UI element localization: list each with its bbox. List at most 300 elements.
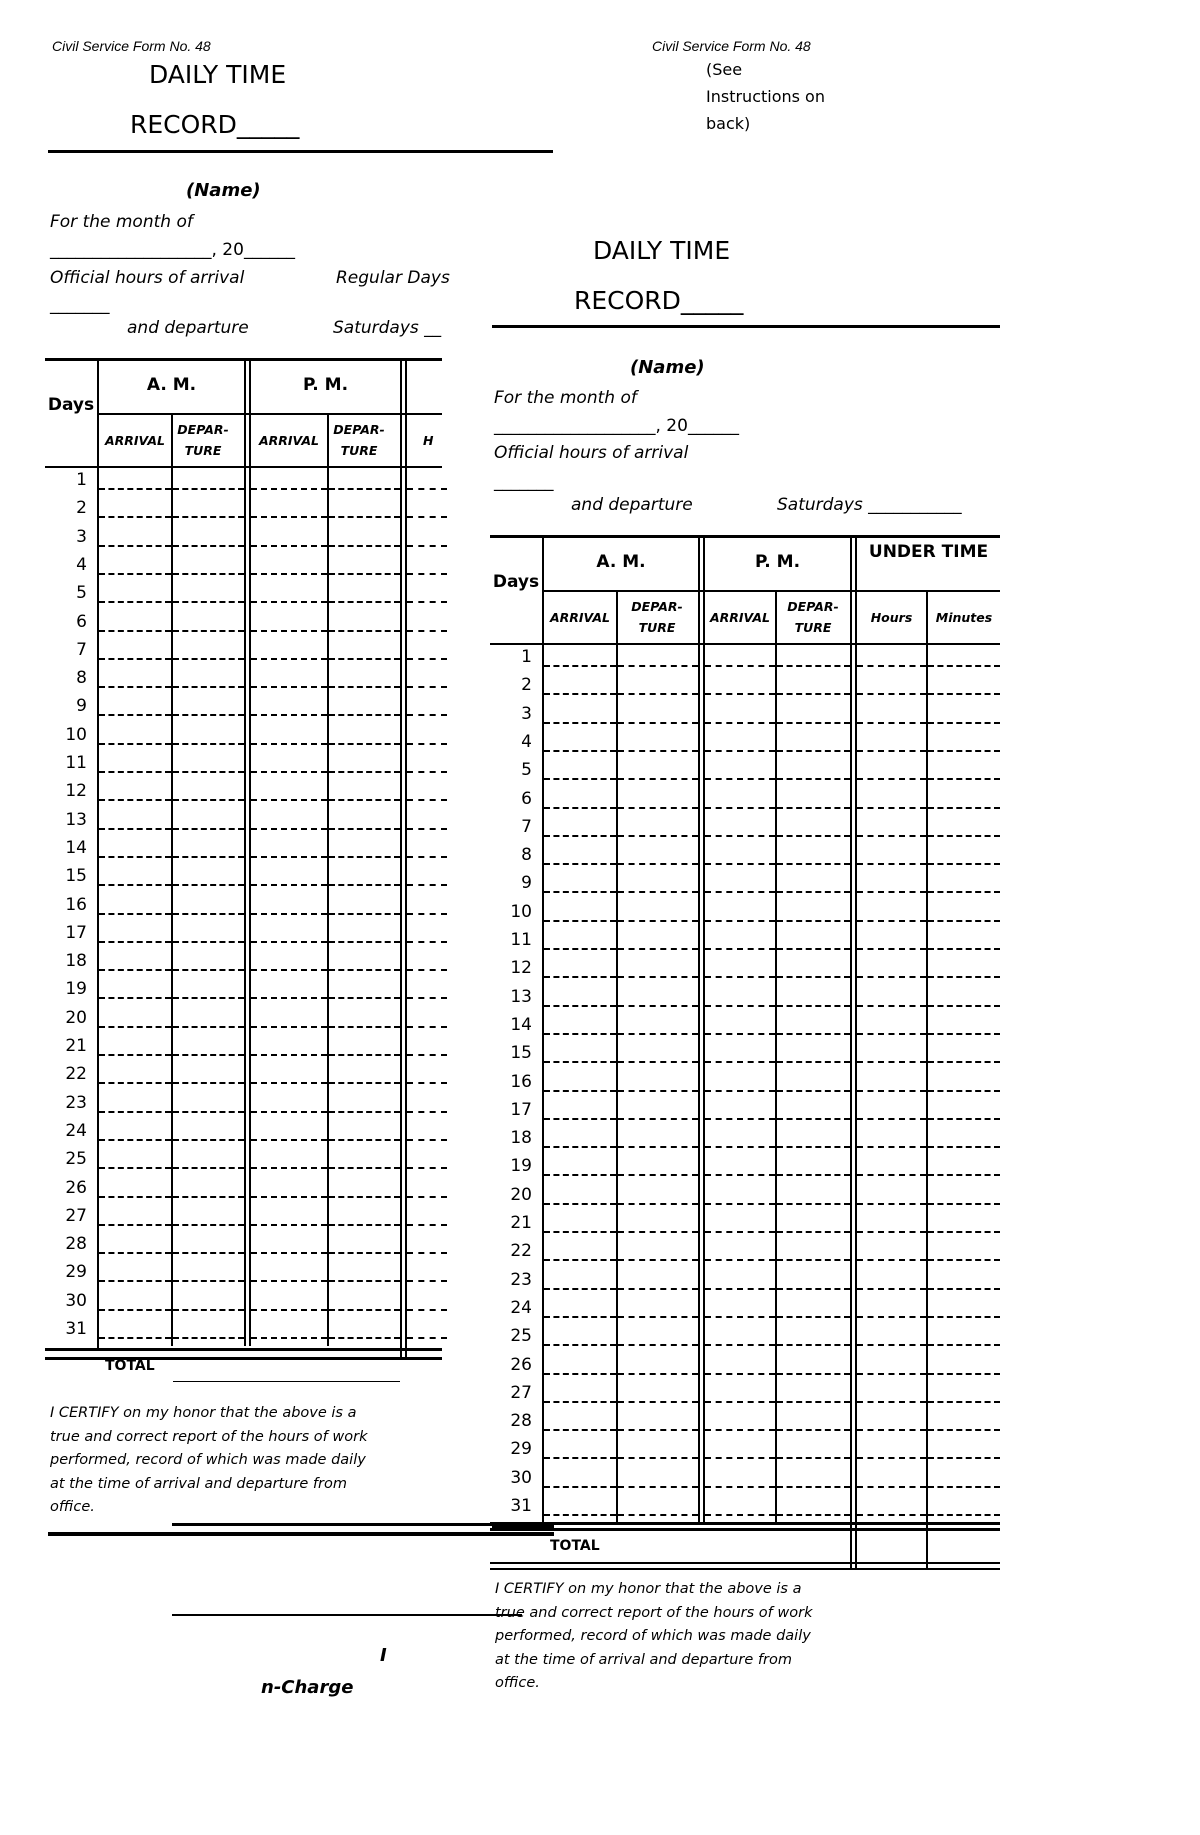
time-entry-line[interactable] [329, 1082, 400, 1084]
time-entry-line[interactable] [618, 1401, 698, 1403]
time-entry-line[interactable] [705, 976, 775, 978]
time-entry-line[interactable] [544, 1259, 616, 1261]
time-entry-line[interactable] [251, 913, 327, 915]
time-entry-line[interactable] [705, 920, 775, 922]
time-entry-line[interactable] [329, 1280, 400, 1282]
time-entry-line[interactable] [705, 1231, 775, 1233]
time-entry-line[interactable] [928, 1344, 1000, 1346]
time-entry-line[interactable] [407, 630, 447, 632]
time-entry-line[interactable] [928, 665, 1000, 667]
time-entry-line[interactable] [407, 545, 447, 547]
month-year-field-right[interactable]: ___________________, 20______ [494, 416, 739, 436]
time-entry-line[interactable] [544, 1401, 616, 1403]
time-entry-line[interactable] [618, 1259, 698, 1261]
time-entry-line[interactable] [173, 488, 244, 490]
time-entry-line[interactable] [928, 1033, 1000, 1035]
time-entry-line[interactable] [618, 1373, 698, 1375]
time-entry-line[interactable] [777, 1401, 850, 1403]
time-entry-line[interactable] [777, 1090, 850, 1092]
time-entry-line[interactable] [99, 714, 171, 716]
time-entry-line[interactable] [173, 658, 244, 660]
time-entry-line[interactable] [777, 1033, 850, 1035]
time-entry-line[interactable] [173, 856, 244, 858]
time-entry-line[interactable] [618, 1429, 698, 1431]
time-entry-line[interactable] [407, 1026, 447, 1028]
time-entry-line[interactable] [857, 1514, 926, 1516]
time-entry-line[interactable] [857, 1486, 926, 1488]
time-entry-line[interactable] [407, 1196, 447, 1198]
time-entry-line[interactable] [99, 1139, 171, 1141]
time-entry-line[interactable] [544, 665, 616, 667]
time-entry-line[interactable] [857, 948, 926, 950]
time-entry-line[interactable] [544, 1231, 616, 1233]
time-entry-line[interactable] [173, 1139, 244, 1141]
time-entry-line[interactable] [407, 488, 447, 490]
time-entry-line[interactable] [544, 1316, 616, 1318]
time-entry-line[interactable] [407, 771, 447, 773]
time-entry-line[interactable] [99, 1111, 171, 1113]
time-entry-line[interactable] [251, 601, 327, 603]
time-entry-line[interactable] [173, 771, 244, 773]
time-entry-line[interactable] [857, 1005, 926, 1007]
time-entry-line[interactable] [329, 828, 400, 830]
time-entry-line[interactable] [857, 1429, 926, 1431]
time-entry-line[interactable] [705, 1373, 775, 1375]
time-entry-line[interactable] [777, 1514, 850, 1516]
time-entry-line[interactable] [618, 1118, 698, 1120]
time-entry-line[interactable] [928, 1486, 1000, 1488]
time-entry-line[interactable] [407, 1224, 447, 1226]
time-entry-line[interactable] [544, 835, 616, 837]
time-entry-line[interactable] [173, 997, 244, 999]
time-entry-line[interactable] [777, 1288, 850, 1290]
time-entry-line[interactable] [777, 1373, 850, 1375]
time-entry-line[interactable] [251, 884, 327, 886]
time-entry-line[interactable] [857, 863, 926, 865]
time-entry-line[interactable] [544, 1344, 616, 1346]
time-entry-line[interactable] [99, 686, 171, 688]
time-entry-line[interactable] [928, 1061, 1000, 1063]
time-entry-line[interactable] [777, 1486, 850, 1488]
time-entry-line[interactable] [777, 1259, 850, 1261]
time-entry-line[interactable] [407, 828, 447, 830]
time-entry-line[interactable] [777, 1429, 850, 1431]
time-entry-line[interactable] [329, 545, 400, 547]
time-entry-line[interactable] [544, 1033, 616, 1035]
time-entry-line[interactable] [705, 1174, 775, 1176]
time-entry-line[interactable] [928, 1146, 1000, 1148]
time-entry-line[interactable] [857, 1288, 926, 1290]
time-entry-line[interactable] [705, 835, 775, 837]
time-entry-line[interactable] [705, 1259, 775, 1261]
time-entry-line[interactable] [544, 1288, 616, 1290]
time-entry-line[interactable] [407, 1337, 447, 1339]
time-entry-line[interactable] [251, 1196, 327, 1198]
time-entry-line[interactable] [857, 1033, 926, 1035]
time-entry-line[interactable] [928, 807, 1000, 809]
time-entry-line[interactable] [618, 1090, 698, 1092]
time-entry-line[interactable] [544, 1514, 616, 1516]
time-entry-line[interactable] [544, 1429, 616, 1431]
time-entry-line[interactable] [705, 1288, 775, 1290]
time-entry-line[interactable] [618, 1457, 698, 1459]
time-entry-line[interactable] [777, 1005, 850, 1007]
time-entry-line[interactable] [407, 516, 447, 518]
time-entry-line[interactable] [329, 488, 400, 490]
time-entry-line[interactable] [173, 573, 244, 575]
time-entry-line[interactable] [705, 665, 775, 667]
time-entry-line[interactable] [329, 1309, 400, 1311]
time-entry-line[interactable] [618, 1203, 698, 1205]
time-entry-line[interactable] [928, 863, 1000, 865]
time-entry-line[interactable] [618, 891, 698, 893]
time-entry-line[interactable] [544, 1061, 616, 1063]
time-entry-line[interactable] [928, 891, 1000, 893]
time-entry-line[interactable] [329, 573, 400, 575]
time-entry-line[interactable] [705, 1457, 775, 1459]
time-entry-line[interactable] [928, 778, 1000, 780]
time-entry-line[interactable] [329, 1252, 400, 1254]
time-entry-line[interactable] [329, 997, 400, 999]
time-entry-line[interactable] [857, 1457, 926, 1459]
time-entry-line[interactable] [329, 658, 400, 660]
time-entry-line[interactable] [99, 1082, 171, 1084]
time-entry-line[interactable] [618, 722, 698, 724]
time-entry-line[interactable] [329, 884, 400, 886]
time-entry-line[interactable] [928, 722, 1000, 724]
time-entry-line[interactable] [857, 1061, 926, 1063]
time-entry-line[interactable] [544, 778, 616, 780]
time-entry-line[interactable] [544, 1090, 616, 1092]
time-entry-line[interactable] [173, 828, 244, 830]
time-entry-line[interactable] [705, 1344, 775, 1346]
time-entry-line[interactable] [857, 1090, 926, 1092]
time-entry-line[interactable] [173, 1111, 244, 1113]
time-entry-line[interactable] [777, 693, 850, 695]
time-entry-line[interactable] [173, 1196, 244, 1198]
time-entry-line[interactable] [705, 1033, 775, 1035]
time-entry-line[interactable] [618, 1344, 698, 1346]
time-entry-line[interactable] [857, 1118, 926, 1120]
time-entry-line[interactable] [777, 863, 850, 865]
time-entry-line[interactable] [618, 948, 698, 950]
time-entry-line[interactable] [251, 771, 327, 773]
time-entry-line[interactable] [544, 1174, 616, 1176]
time-entry-line[interactable] [705, 1061, 775, 1063]
time-entry-line[interactable] [857, 693, 926, 695]
time-entry-line[interactable] [407, 799, 447, 801]
time-entry-line[interactable] [705, 693, 775, 695]
time-entry-line[interactable] [99, 1309, 171, 1311]
time-entry-line[interactable] [618, 835, 698, 837]
time-entry-line[interactable] [857, 665, 926, 667]
time-entry-line[interactable] [329, 516, 400, 518]
time-entry-line[interactable] [857, 920, 926, 922]
time-entry-line[interactable] [99, 1337, 171, 1339]
time-entry-line[interactable] [407, 573, 447, 575]
time-entry-line[interactable] [928, 1203, 1000, 1205]
time-entry-line[interactable] [173, 1082, 244, 1084]
time-entry-line[interactable] [544, 976, 616, 978]
time-entry-line[interactable] [173, 1224, 244, 1226]
time-entry-line[interactable] [857, 750, 926, 752]
time-entry-line[interactable] [251, 1224, 327, 1226]
time-entry-line[interactable] [857, 1316, 926, 1318]
time-entry-line[interactable] [173, 714, 244, 716]
time-entry-line[interactable] [251, 545, 327, 547]
time-entry-line[interactable] [544, 1203, 616, 1205]
time-entry-line[interactable] [705, 807, 775, 809]
time-entry-line[interactable] [99, 545, 171, 547]
time-entry-line[interactable] [857, 722, 926, 724]
time-entry-line[interactable] [99, 658, 171, 660]
time-entry-line[interactable] [857, 807, 926, 809]
time-entry-line[interactable] [544, 948, 616, 950]
time-entry-line[interactable] [705, 1401, 775, 1403]
time-entry-line[interactable] [251, 1054, 327, 1056]
time-entry-line[interactable] [99, 516, 171, 518]
time-entry-line[interactable] [173, 799, 244, 801]
time-entry-line[interactable] [544, 920, 616, 922]
time-entry-line[interactable] [857, 1203, 926, 1205]
time-entry-line[interactable] [618, 807, 698, 809]
time-entry-line[interactable] [251, 1252, 327, 1254]
time-entry-line[interactable] [777, 976, 850, 978]
time-entry-line[interactable] [928, 1401, 1000, 1403]
time-entry-line[interactable] [705, 891, 775, 893]
time-entry-line[interactable] [705, 1005, 775, 1007]
time-entry-line[interactable] [857, 1373, 926, 1375]
time-entry-line[interactable] [407, 1309, 447, 1311]
time-entry-line[interactable] [544, 863, 616, 865]
time-entry-line[interactable] [857, 976, 926, 978]
time-entry-line[interactable] [99, 601, 171, 603]
time-entry-line[interactable] [329, 743, 400, 745]
time-entry-line[interactable] [777, 1457, 850, 1459]
time-entry-line[interactable] [857, 891, 926, 893]
time-entry-line[interactable] [329, 1111, 400, 1113]
time-entry-line[interactable] [329, 1054, 400, 1056]
time-entry-line[interactable] [705, 722, 775, 724]
time-entry-line[interactable] [99, 856, 171, 858]
time-entry-line[interactable] [407, 1082, 447, 1084]
time-entry-line[interactable] [618, 863, 698, 865]
time-entry-line[interactable] [544, 1118, 616, 1120]
time-entry-line[interactable] [173, 601, 244, 603]
time-entry-line[interactable] [857, 835, 926, 837]
time-entry-line[interactable] [407, 1111, 447, 1113]
time-entry-line[interactable] [173, 1309, 244, 1311]
time-entry-line[interactable] [251, 1337, 327, 1339]
time-entry-line[interactable] [777, 1174, 850, 1176]
time-entry-line[interactable] [777, 891, 850, 893]
time-entry-line[interactable] [329, 856, 400, 858]
time-entry-line[interactable] [705, 1090, 775, 1092]
time-entry-line[interactable] [618, 1486, 698, 1488]
time-entry-line[interactable] [99, 884, 171, 886]
time-entry-line[interactable] [173, 743, 244, 745]
time-entry-line[interactable] [99, 1252, 171, 1254]
time-entry-line[interactable] [173, 1337, 244, 1339]
time-entry-line[interactable] [329, 941, 400, 943]
time-entry-line[interactable] [928, 948, 1000, 950]
time-entry-line[interactable] [544, 722, 616, 724]
time-entry-line[interactable] [618, 1146, 698, 1148]
time-entry-line[interactable] [99, 771, 171, 773]
time-entry-line[interactable] [251, 1082, 327, 1084]
time-entry-line[interactable] [407, 969, 447, 971]
time-entry-line[interactable] [928, 1288, 1000, 1290]
time-entry-line[interactable] [777, 1344, 850, 1346]
time-entry-line[interactable] [251, 828, 327, 830]
time-entry-line[interactable] [99, 913, 171, 915]
time-entry-line[interactable] [705, 948, 775, 950]
time-entry-line[interactable] [407, 743, 447, 745]
time-entry-line[interactable] [251, 686, 327, 688]
time-entry-line[interactable] [407, 1054, 447, 1056]
time-entry-line[interactable] [777, 1231, 850, 1233]
time-entry-line[interactable] [705, 1429, 775, 1431]
time-entry-line[interactable] [329, 714, 400, 716]
time-entry-line[interactable] [618, 1174, 698, 1176]
time-entry-line[interactable] [407, 1252, 447, 1254]
time-entry-line[interactable] [618, 1316, 698, 1318]
time-entry-line[interactable] [99, 1026, 171, 1028]
time-entry-line[interactable] [173, 1054, 244, 1056]
time-entry-line[interactable] [705, 863, 775, 865]
time-entry-line[interactable] [618, 1288, 698, 1290]
time-entry-line[interactable] [407, 884, 447, 886]
time-entry-line[interactable] [705, 1203, 775, 1205]
time-entry-line[interactable] [173, 686, 244, 688]
time-entry-line[interactable] [777, 835, 850, 837]
time-entry-line[interactable] [544, 693, 616, 695]
time-entry-line[interactable] [173, 545, 244, 547]
time-entry-line[interactable] [251, 743, 327, 745]
time-entry-line[interactable] [173, 884, 244, 886]
time-entry-line[interactable] [251, 799, 327, 801]
time-entry-line[interactable] [251, 1111, 327, 1113]
time-entry-line[interactable] [928, 1090, 1000, 1092]
time-entry-line[interactable] [251, 714, 327, 716]
time-entry-line[interactable] [857, 1231, 926, 1233]
time-entry-line[interactable] [407, 658, 447, 660]
time-entry-line[interactable] [777, 750, 850, 752]
time-entry-line[interactable] [407, 1139, 447, 1141]
time-entry-line[interactable] [251, 997, 327, 999]
time-entry-line[interactable] [928, 750, 1000, 752]
time-entry-line[interactable] [173, 1167, 244, 1169]
time-entry-line[interactable] [329, 799, 400, 801]
time-entry-line[interactable] [99, 1167, 171, 1169]
time-entry-line[interactable] [777, 722, 850, 724]
time-entry-line[interactable] [251, 630, 327, 632]
time-entry-line[interactable] [618, 665, 698, 667]
time-entry-line[interactable] [251, 658, 327, 660]
time-entry-line[interactable] [544, 750, 616, 752]
time-entry-line[interactable] [544, 1005, 616, 1007]
time-entry-line[interactable] [99, 1280, 171, 1282]
time-entry-line[interactable] [618, 976, 698, 978]
time-entry-line[interactable] [99, 799, 171, 801]
time-entry-line[interactable] [407, 1167, 447, 1169]
time-entry-line[interactable] [928, 1174, 1000, 1176]
time-entry-line[interactable] [777, 948, 850, 950]
time-entry-line[interactable] [777, 1118, 850, 1120]
time-entry-line[interactable] [407, 913, 447, 915]
time-entry-line[interactable] [705, 1514, 775, 1516]
time-entry-line[interactable] [329, 1224, 400, 1226]
time-entry-line[interactable] [173, 1280, 244, 1282]
time-entry-line[interactable] [173, 969, 244, 971]
time-entry-line[interactable] [173, 630, 244, 632]
regular-days-field-left[interactable]: _______ [50, 295, 110, 315]
time-entry-line[interactable] [544, 891, 616, 893]
time-entry-line[interactable] [705, 1316, 775, 1318]
time-entry-line[interactable] [928, 1429, 1000, 1431]
time-entry-line[interactable] [928, 1316, 1000, 1318]
time-entry-line[interactable] [928, 1457, 1000, 1459]
time-entry-line[interactable] [928, 1514, 1000, 1516]
time-entry-line[interactable] [99, 1196, 171, 1198]
time-entry-line[interactable] [329, 1139, 400, 1141]
time-entry-line[interactable] [251, 1139, 327, 1141]
time-entry-line[interactable] [928, 1118, 1000, 1120]
time-entry-line[interactable] [329, 969, 400, 971]
time-entry-line[interactable] [173, 941, 244, 943]
time-entry-line[interactable] [407, 856, 447, 858]
time-entry-line[interactable] [618, 1231, 698, 1233]
time-entry-line[interactable] [618, 778, 698, 780]
time-entry-line[interactable] [99, 630, 171, 632]
time-entry-line[interactable] [329, 1167, 400, 1169]
time-entry-line[interactable] [705, 778, 775, 780]
time-entry-line[interactable] [251, 1167, 327, 1169]
time-entry-line[interactable] [705, 1146, 775, 1148]
time-entry-line[interactable] [407, 714, 447, 716]
time-entry-line[interactable] [99, 1224, 171, 1226]
time-entry-line[interactable] [857, 1146, 926, 1148]
month-year-field-left[interactable]: ___________________, 20______ [50, 240, 295, 260]
time-entry-line[interactable] [618, 1514, 698, 1516]
time-entry-line[interactable] [329, 686, 400, 688]
time-entry-line[interactable] [329, 1196, 400, 1198]
time-entry-line[interactable] [173, 913, 244, 915]
time-entry-line[interactable] [777, 665, 850, 667]
time-entry-line[interactable] [173, 1026, 244, 1028]
time-entry-line[interactable] [857, 1401, 926, 1403]
time-entry-line[interactable] [777, 1316, 850, 1318]
time-entry-line[interactable] [618, 1033, 698, 1035]
time-entry-line[interactable] [173, 1252, 244, 1254]
time-entry-line[interactable] [251, 1309, 327, 1311]
time-entry-line[interactable] [99, 969, 171, 971]
time-entry-line[interactable] [251, 488, 327, 490]
time-entry-line[interactable] [777, 920, 850, 922]
time-entry-line[interactable] [928, 1373, 1000, 1375]
time-entry-line[interactable] [329, 913, 400, 915]
time-entry-line[interactable] [407, 1280, 447, 1282]
time-entry-line[interactable] [777, 778, 850, 780]
time-entry-line[interactable] [329, 1337, 400, 1339]
time-entry-line[interactable] [544, 807, 616, 809]
time-entry-line[interactable] [99, 828, 171, 830]
time-entry-line[interactable] [329, 771, 400, 773]
time-entry-line[interactable] [329, 1026, 400, 1028]
time-entry-line[interactable] [99, 941, 171, 943]
time-entry-line[interactable] [544, 1146, 616, 1148]
time-entry-line[interactable] [99, 1054, 171, 1056]
